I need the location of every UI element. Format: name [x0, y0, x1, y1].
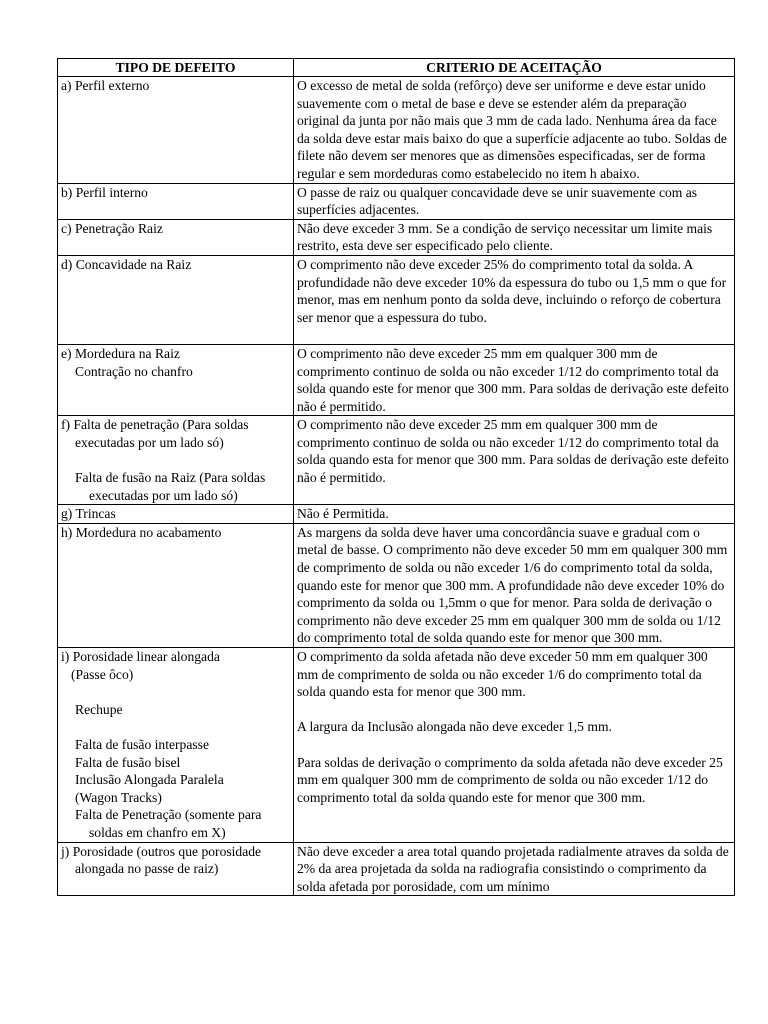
defect-cell: g) Trincas [58, 505, 294, 524]
table-row [58, 416, 735, 505]
table-row [58, 255, 735, 344]
header-acceptance-criteria: CRITERIO DE ACEITAÇÃO [294, 59, 735, 77]
criteria-cell: O comprimento não deve exceder 25 mm em qualquer 300 mm de comprimento continuo de solda ou não exceder 1/12 do comprimento total da solda quando este for menor que 300 mm. Para soldas de derivação este defeito não é permitido. [294, 344, 735, 415]
defect-cell: h) Mordedura no acabamento [58, 523, 294, 647]
table-row [58, 523, 735, 647]
table-row [58, 842, 735, 896]
criteria-cell: O comprimento não deve exceder 25 mm em qualquer 300 mm de comprimento continuo de solda ou não exceder 1/12 do comprimento total da solda quando esta for menor que 300 mm. Para soldas de derivação este defeito não é permitido. [294, 416, 735, 505]
table-row [58, 183, 735, 219]
criteria-cell: Não é Permitida. [294, 505, 735, 524]
acceptance-criteria-table [57, 58, 735, 896]
defect-cell: a) Perfil externo [58, 77, 294, 184]
criteria-cell: Não deve exceder 3 mm. Se a condição de serviço necessitar um limite mais restrito, esta deve ser especificado pelo cliente. [294, 219, 735, 255]
defect-cell: i) Porosidade linear alongada (Passe ôco) Rechupe Falta de fusão interpasse Falta de fusão bisel Inclusão Alongada Paralela (Wagon Tracks) Falta de Penetração (somente para soldas em chanfro em X) [58, 648, 294, 843]
criteria-cell: Não deve exceder a area total quando projetada radialmente atraves da solda de 2% da area projetada da solda na radiografia consistindo o comprimento da solda afetada por porosidade, com um mínimo [294, 842, 735, 896]
defect-cell: c) Penetração Raiz [58, 219, 294, 255]
table-row [58, 505, 735, 524]
criteria-cell: O comprimento da solda afetada não deve exceder 50 mm em qualquer 300 mm de comprimento de solda ou não exceder 1/6 do comprimento total da solda quando esta for menor que 300 mm. A largura da Inclusão alongada não deve exceder 1,5 mm. Para soldas de derivação o comprimento da solda afetada não deve exceder 25 mm em qualquer 300 mm de comprimento de solda ou não exceder 1/12 do comprimento total da solda quando este for menor que 300 mm. [294, 648, 735, 843]
criteria-cell: As margens da solda deve haver uma concordância suave e gradual com o metal de basse. O comprimento não deve exceder 50 mm em qualquer 300 mm de comprimento de solda ou não exceder 1/6 do comprimento total da solda, quando este for menor que 300 mm. A profundidade não deve exceder 10% do comprimento da solda ou 1,5mm o que for menor. Para solda de derivação o comprimento não deve exceder 25 mm em qualquer 300 mm de solda ou 1/12 do comprimento total de solda quando este for menor que 300 mm. [294, 523, 735, 647]
table-header-row [58, 59, 735, 77]
table-row [58, 77, 735, 184]
defect-cell: b) Perfil interno [58, 183, 294, 219]
table-row [58, 344, 735, 415]
criteria-cell: O passe de raiz ou qualquer concavidade deve se unir suavemente com as superfícies adjacentes. [294, 183, 735, 219]
table-row [58, 219, 735, 255]
defect-cell: j) Porosidade (outros que porosidade alongada no passe de raiz) [58, 842, 294, 896]
defect-cell: f) Falta de penetração (Para soldas executadas por um lado só) Falta de fusão na Raiz (Para soldas executadas por um lado só) [58, 416, 294, 505]
table-row [58, 648, 735, 843]
criteria-cell: O excesso de metal de solda (refôrço) deve ser uniforme e deve estar unido suavemente com o metal de base e deve se estender além da preparação original da junta por não mais que 3 mm de cada lado. Nenhuma área da face da solda deve estar mais baixo do que a superfície adjacente ao tubo. Soldas de filete não devem ser menores que as dimensões especificadas, ser de forma regular e sem mordeduras como estabelecido no item h abaixo. [294, 77, 735, 184]
header-defect-type: TIPO DE DEFEITO [58, 59, 294, 77]
criteria-cell: O comprimento não deve exceder 25% do comprimento total da solda. A profundidade não deve exceder 10% da espessura do tubo ou 1,5 mm o que for menor, mas em nenhum ponto da solda deve, incluindo o reforço de cobertura ser menor que a espessura do tubo. [294, 255, 735, 344]
defect-cell: e) Mordedura na Raiz Contração no chanfro [58, 344, 294, 415]
defect-cell: d) Concavidade na Raiz [58, 255, 294, 344]
